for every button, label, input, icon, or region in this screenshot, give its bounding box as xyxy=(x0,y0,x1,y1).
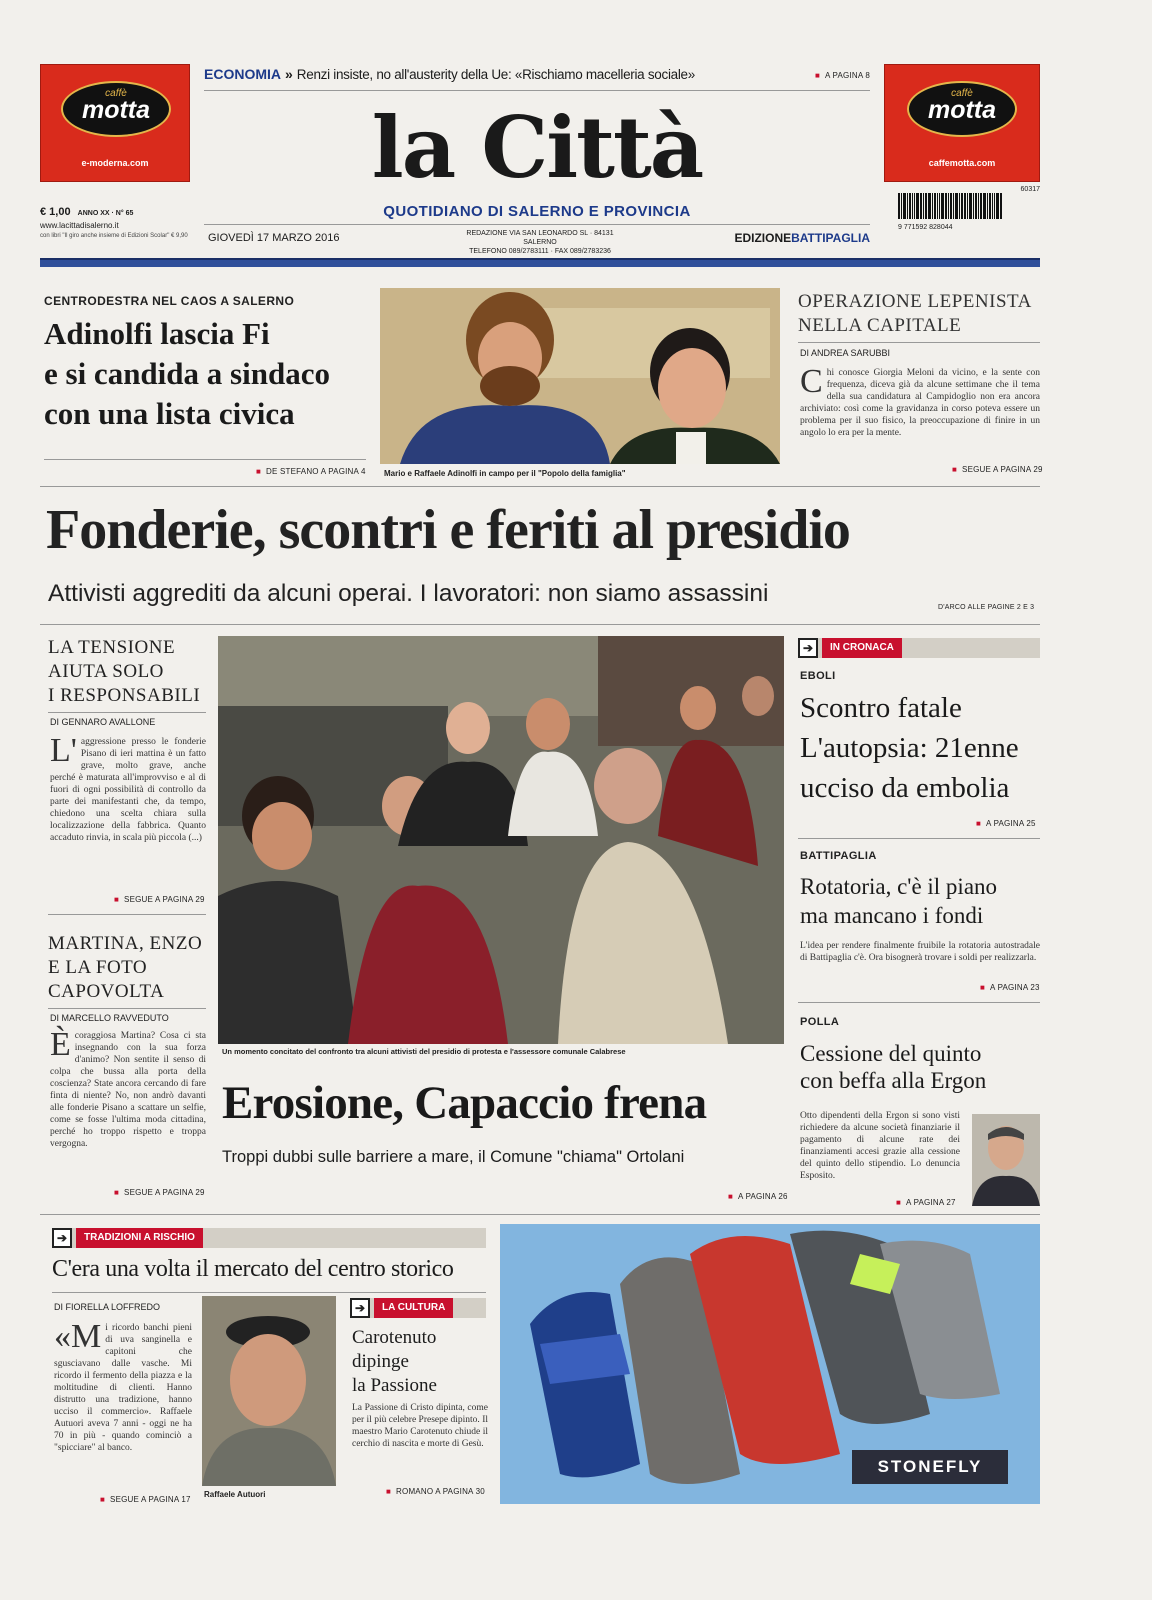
top-left-kicker: CENTRODESTRA NEL CAOS A SALERNO xyxy=(44,294,295,308)
headline-line: Carotenuto xyxy=(352,1327,437,1348)
lepenista-title[interactable] xyxy=(798,290,1040,338)
battipaglia-ref[interactable]: ■ A PAGINA 23 xyxy=(980,983,1040,992)
martina-ref[interactable]: ■ SEGUE A PAGINA 29 xyxy=(114,1188,205,1197)
newspaper-subtitle: QUOTIDIANO DI SALERNO E PROVINCIA xyxy=(383,203,691,220)
headline-line: Adinolfi lascia Fi xyxy=(44,316,270,351)
polla-body: Otto dipendenti della Ergon si sono visti richiedere da alcune società finanziarie il pagamento di alcune rate dei finanziamenti accesi grazie alla cessione del quinto dello stipendio. Lo denuncia Esposito. xyxy=(800,1111,960,1181)
title-line: NELLA CAPITALE xyxy=(798,315,962,336)
lepenista-byline: DI ANDREA SARUBBI xyxy=(800,348,891,358)
barcode xyxy=(898,186,1040,236)
divider xyxy=(798,838,1040,839)
title-line: OPERAZIONE LEPENISTA xyxy=(798,291,1032,312)
photo-illustration xyxy=(218,636,784,1044)
tag-label: LA CULTURA xyxy=(374,1298,453,1318)
headline-line: e si candida a sindaco xyxy=(44,356,330,391)
edition-prefix: EDIZIONE xyxy=(734,231,792,245)
headline-line: dipinge xyxy=(352,1351,409,1372)
divider xyxy=(52,1292,486,1293)
tag-label: IN CRONACA xyxy=(822,638,902,658)
eboli-kicker: EBOLI xyxy=(800,670,836,682)
cultura-tag xyxy=(350,1298,486,1318)
autuori-caption: Raffaele Autuori xyxy=(204,1490,266,1499)
headline-line: Rotatoria, c'è il piano xyxy=(800,874,998,899)
barcode-bottom: 9 771592 828044 xyxy=(898,224,953,231)
title-line: E LA FOTO xyxy=(48,957,148,978)
headline-line: ma mancano i fondi xyxy=(800,903,984,928)
website[interactable]: www.lacittadisalerno.it xyxy=(40,221,119,230)
in-cronaca-tag xyxy=(798,638,1040,658)
divider xyxy=(48,914,206,915)
martina-byline: DI MARCELLO RAVVEDUTO xyxy=(50,1013,169,1023)
cultura-headline[interactable] xyxy=(352,1326,488,1398)
dropcap: È xyxy=(50,1026,71,1063)
ad-url: e-moderna.com xyxy=(81,158,149,168)
polla-headline[interactable] xyxy=(800,1040,1042,1094)
stonefly-logo: STONEFLY xyxy=(852,1450,1008,1484)
martina-title[interactable] xyxy=(48,932,208,1004)
ad-caffe-motta-left[interactable] xyxy=(40,64,190,182)
lead-headline[interactable]: Fonderie, scontri e feriti al presidio xyxy=(46,499,850,561)
lead-subhead: Attivisti aggrediti da alcuni operai. I lavoratori: non siamo assassini xyxy=(48,580,769,607)
divider xyxy=(204,224,870,225)
dropcap: C xyxy=(800,363,823,400)
divider xyxy=(40,1214,1040,1215)
top-left-headline[interactable] xyxy=(44,314,374,434)
photo-illustration xyxy=(202,1296,336,1486)
title-line: MARTINA, ENZO xyxy=(48,933,203,954)
battipaglia-headline[interactable] xyxy=(800,872,1042,930)
price: € 1,00 xyxy=(40,206,71,218)
martina-body xyxy=(50,1026,206,1150)
title-line: LA TENSIONE xyxy=(48,637,176,658)
body-text: hi conosce Giorgia Meloni da vicino, e la sente con frequenza, diceva già da alcune settimane che il tema della sua candidatura al Campidoglio non era ancora archiviato: così come la gravidanza in corso poteva essere un problema per il suo fisico, la preoccupazione di finire in un angolo lo era per la mente. xyxy=(800,368,1040,438)
edition-label xyxy=(700,231,870,245)
promo-line: con libri "Il giro anche insieme di Edizioni Scolar" € 9,90 xyxy=(40,233,188,239)
fonderie-photo xyxy=(218,636,784,1044)
mercato-ref[interactable]: ■ SEGUE A PAGINA 17 xyxy=(100,1495,191,1504)
divider xyxy=(204,90,870,91)
cultura-body: La Passione di Cristo dipinta, come per il più celebre Presepe dipinto. Il maestro Mario Carotenuto chiude il cerchio di nascita e morte di Gesù. xyxy=(352,1403,488,1449)
photo-illustration xyxy=(380,288,780,464)
body-text: coraggiosa Martina? Cosa ci sta insegnando con la sua forza d'animo? Non sentite il senso di colpa che bussa alla porta della coscienza? State ancora cercando di fare finta di niente? No, non andrò davanti alle fonderie Pisano a scattare un selfie, come se fosse l'ultima moda cittadina, perché ho troppo rispetto e troppa vergogna. xyxy=(50,1031,206,1149)
body-text: i ricordo banchi pieni di uva sanginella e capitoni che sgusciavano dalle vasche. Mi ricordo il fermento della piazza e la moltitudine di clienti. Hanno distrutto una tradizione, hanno ucciso il commercio». Raffaele Autuori aveva 7 anni - oggi ne ha 70 in più - quando cominciò a "spicciare" al banco. xyxy=(54,1323,192,1453)
headline-line: L'autopsia: 21enne xyxy=(800,732,1019,764)
mercato-headline[interactable]: C'era una volta il mercato del centro storico xyxy=(52,1256,454,1282)
price-block xyxy=(40,206,200,239)
headline-line: con una lista civica xyxy=(44,396,295,431)
phone-line: TELEFONO 089/2783111 · FAX 089/2783236 xyxy=(469,248,611,255)
erosione-ref[interactable]: ■ A PAGINA 26 xyxy=(728,1192,788,1201)
tension-title[interactable] xyxy=(48,636,208,708)
lead-photo-caption: Un momento concitato del confronto tra alcuni attivisti del presidio di protesta e l'assessore comunale Calabrese xyxy=(222,1047,626,1056)
battipaglia-body: L'idea per rendere finalmente fruibile la rotatoria autostradale di Battipaglia c'è. Ora bisognerà trovare i soldi per realizzarla. xyxy=(800,941,1040,963)
eboli-headline[interactable] xyxy=(800,688,1042,808)
address-line: REDAZIONE VIA SAN LEONARDO SL · 84131 SALERNO xyxy=(466,230,614,246)
edition-name: BATTIPAGLIA xyxy=(791,231,870,245)
economia-text: Renzi insiste, no all'austerity della Ue: «Rischiamo macelleria sociale» xyxy=(296,67,695,82)
mercato-byline: DI FIORELLA LOFFREDO xyxy=(54,1302,161,1312)
polla-ref[interactable]: ■ A PAGINA 27 xyxy=(896,1198,956,1207)
battipaglia-kicker: BATTIPAGLIA xyxy=(800,850,877,862)
economia-ref: ■ A PAGINA 8 xyxy=(815,71,870,80)
lepenista-body xyxy=(800,363,1040,439)
motta-logo: caffè motta xyxy=(61,81,171,137)
top-photo-caption: Mario e Raffaele Adinolfi in campo per il "Popolo della famiglia" xyxy=(384,469,626,478)
barcode-top: 60317 xyxy=(1020,186,1040,193)
esposito-photo xyxy=(972,1114,1040,1206)
address-block xyxy=(450,229,630,256)
barcode-bars xyxy=(898,193,1040,224)
divider xyxy=(40,624,1040,625)
lead-ref[interactable]: D'ARCO ALLE PAGINE 2 E 3 xyxy=(938,604,1035,611)
title-line: I RESPONSABILI xyxy=(48,685,201,706)
newspaper-title: la Città xyxy=(371,98,703,197)
headline-line: ucciso da embolia xyxy=(800,772,1010,804)
economia-strip[interactable] xyxy=(204,66,870,86)
title-line: CAPOVOLTA xyxy=(48,981,165,1002)
lepenista-ref[interactable]: ■ SEGUE A PAGINA 29 xyxy=(952,465,1043,474)
arrow-right-icon: ➔ xyxy=(350,1298,370,1318)
eboli-ref[interactable]: ■ A PAGINA 25 xyxy=(976,819,1036,828)
economia-label: ECONOMIA xyxy=(204,66,281,82)
tension-ref[interactable]: ■ SEGUE A PAGINA 29 xyxy=(114,895,205,904)
divider xyxy=(48,1008,206,1009)
dropcap: «M xyxy=(54,1318,102,1355)
stonefly-ad[interactable] xyxy=(500,1224,1040,1504)
mercato-body xyxy=(54,1318,192,1454)
dropcap: L' xyxy=(50,732,77,769)
cultura-ref[interactable]: ■ ROMANO A PAGINA 30 xyxy=(386,1487,485,1496)
headline-line: con beffa alla Ergon xyxy=(800,1068,987,1093)
motta-logo: caffè motta xyxy=(907,81,1017,137)
ad-caffe-motta-right[interactable] xyxy=(884,64,1040,182)
headline-line: la Passione xyxy=(352,1375,437,1396)
divider xyxy=(40,486,1040,487)
erosione-subhead: Troppi dubbi sulle barriere a mare, il Comune "chiama" Ortolani xyxy=(222,1148,685,1166)
headline-line: Scontro fatale xyxy=(800,692,962,724)
divider xyxy=(798,342,1040,343)
body-text: aggressione presso le fonderie Pisano di ieri mattina è un fatto grave, molto grave, anche perché è maturata all'improvviso e al di fuori di ogni possibilità di controllo da parte dei manifestanti che, da tempo, chiedono una scelta chiara sulla localizzazione della fabbrica. Quanto accaduto rinvia, in scala più piccola (...) xyxy=(50,737,206,843)
tag-label: TRADIZIONI A RISCHIO xyxy=(76,1228,203,1248)
tradizioni-tag xyxy=(52,1228,486,1248)
issue-date: GIOVEDÌ 17 MARZO 2016 xyxy=(208,232,340,244)
autuori-photo xyxy=(202,1296,336,1486)
tension-byline: DI GENNARO AVALLONE xyxy=(50,717,156,727)
top-left-ref[interactable]: ■ DE STEFANO A PAGINA 4 xyxy=(256,467,366,476)
divider xyxy=(48,712,206,713)
tension-body xyxy=(50,732,206,844)
headline-line: Cessione del quinto xyxy=(800,1041,982,1066)
divider xyxy=(798,1002,1040,1003)
masthead-bar xyxy=(40,258,1040,267)
chevron-right-icon: » xyxy=(285,66,293,82)
arrow-right-icon: ➔ xyxy=(52,1228,72,1248)
adinolfi-photo xyxy=(380,288,780,464)
ad-url: caffemotta.com xyxy=(928,158,996,168)
year-issue: ANNO XX · N° 65 xyxy=(77,210,134,217)
photo-illustration xyxy=(972,1114,1040,1206)
divider xyxy=(44,459,366,460)
polla-kicker: POLLA xyxy=(800,1016,840,1028)
erosione-headline[interactable]: Erosione, Capaccio frena xyxy=(222,1077,707,1129)
title-line: AIUTA SOLO xyxy=(48,661,164,682)
arrow-right-icon: ➔ xyxy=(798,638,818,658)
